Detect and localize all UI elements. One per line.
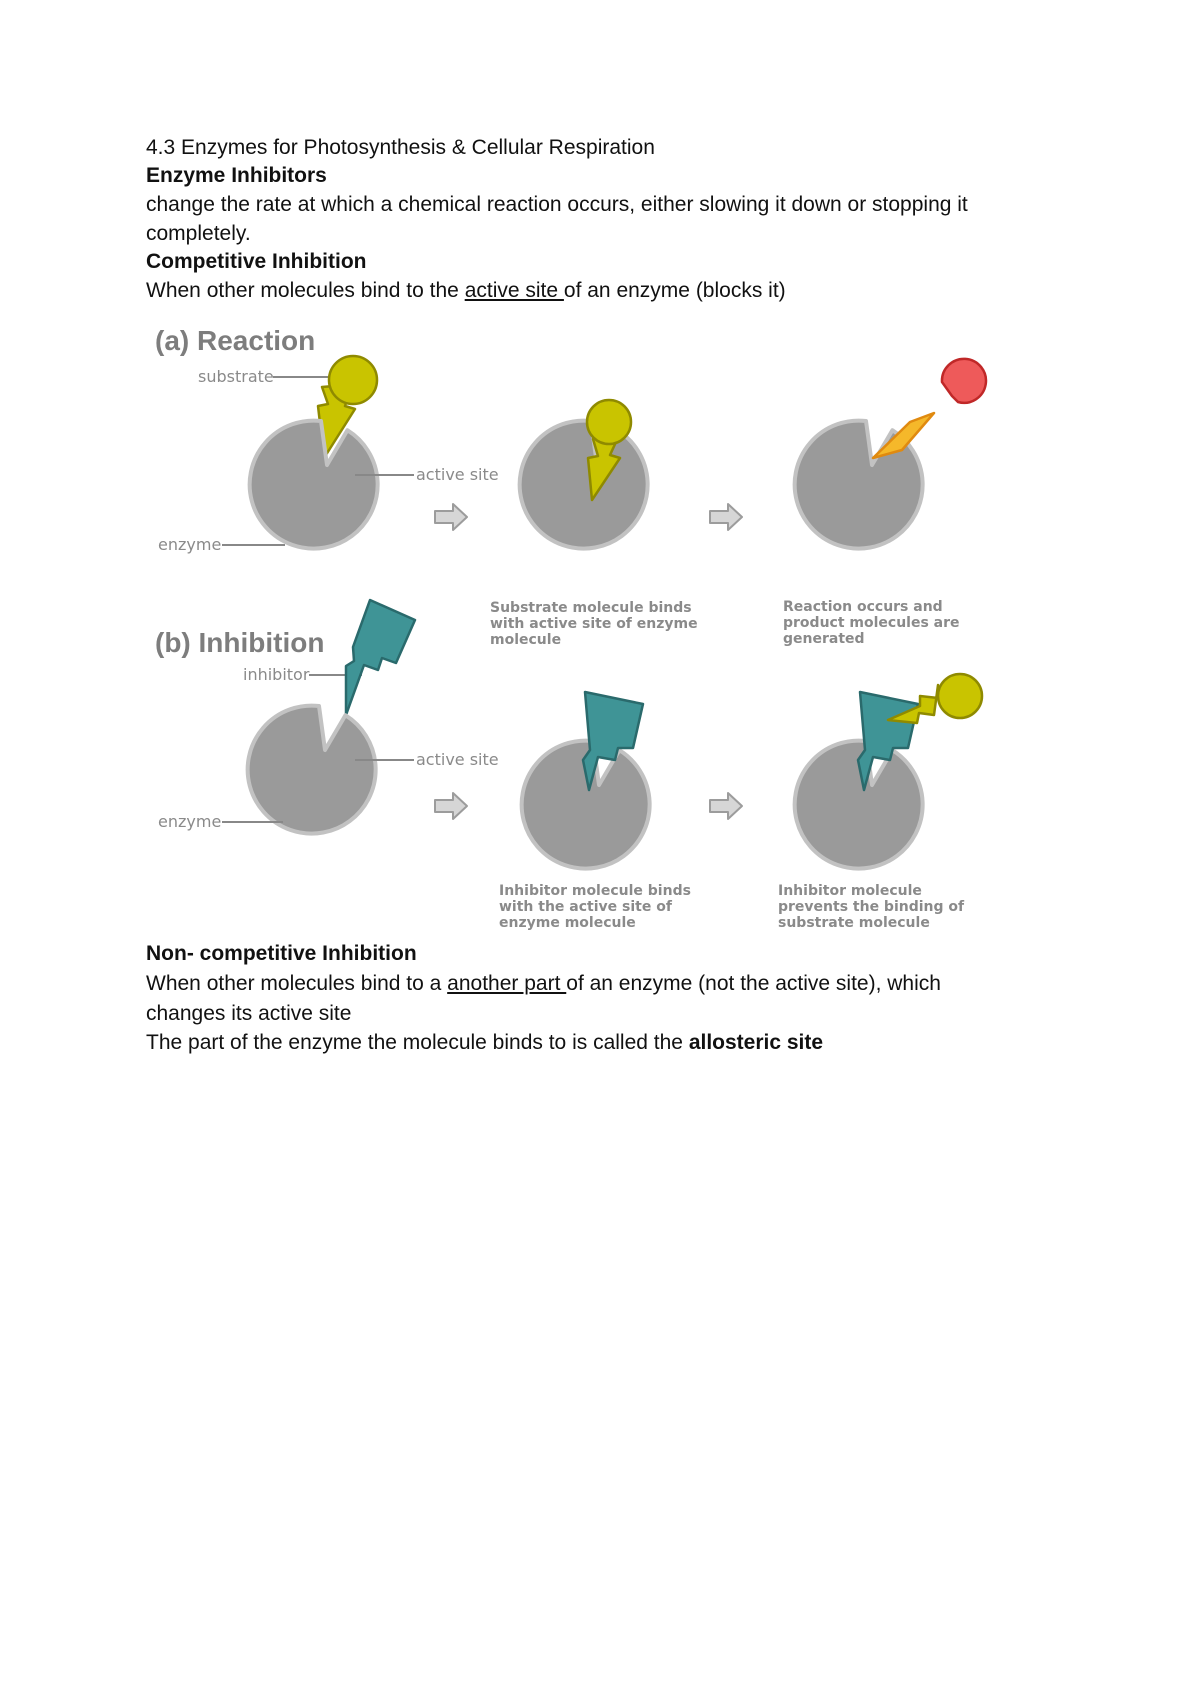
noncomp-text-pre: When other molecules bind to a [146, 972, 448, 995]
substrate-label: substrate [198, 367, 274, 386]
caption-inhibitor-prevents: Inhibitor molecule prevents the binding of substrate molecule [778, 883, 965, 931]
noncomp-text-post: of an enzyme (not the active site), which [566, 972, 941, 995]
reaction-title: (a) Reaction [155, 325, 316, 356]
document-heading: 4.3 Enzymes for Photosynthesis & Cellular Respiration [146, 136, 655, 159]
arrow-1 [435, 504, 467, 530]
product-molecule-red [942, 359, 986, 403]
inhibition-title: (b) Inhibition [155, 627, 325, 658]
inhibitors-definition-line-2: completely. [146, 222, 251, 245]
another-part-term: another part [447, 972, 567, 995]
enzyme-2 [520, 421, 648, 549]
inhibition-diagram [140, 320, 1040, 940]
inhibitors-definition-line-1: change the rate at which a chemical reaction occurs, either slowing it down or stopping it [146, 193, 968, 216]
enzyme-label-2: enzyme [158, 812, 222, 831]
arrow-2 [710, 504, 742, 530]
active-site-term: active site [464, 279, 564, 302]
enzyme-4 [248, 706, 376, 834]
caption-substrate-binds: Substrate molecule binds with active site of enzyme molecule [490, 600, 698, 648]
arrow-4 [710, 793, 742, 819]
noncompetitive-inhibition-title: Non- competitive Inhibition [146, 942, 417, 965]
active-site-label-2: active site [416, 750, 499, 769]
enzyme-label-1: enzyme [158, 535, 222, 554]
active-site-label-1: active site [416, 465, 499, 484]
noncompetitive-text-line-1 [146, 970, 941, 998]
caption-inhibitor-binds: Inhibitor molecule binds with the active site of enzyme molecule [499, 883, 691, 931]
competitive-text-pre: When other molecules bind to the [146, 279, 465, 302]
allosteric-site-term: allosteric site [688, 1031, 824, 1054]
arrow-3 [435, 793, 467, 819]
caption-reaction-occurs: Reaction occurs and product molecules are generated [783, 599, 960, 647]
enzyme-inhibitors-title: Enzyme Inhibitors [146, 164, 327, 187]
blocked-substrate [888, 674, 982, 723]
competitive-inhibition-text [146, 277, 786, 305]
allosteric-text-pre: The part of the enzyme the molecule binds to is called the [146, 1031, 689, 1054]
inhibitor-molecule [346, 600, 415, 715]
competitive-inhibition-title: Competitive Inhibition [146, 250, 367, 273]
inhibitor-label: inhibitor [243, 665, 310, 684]
noncompetitive-text-line-2: changes its active site [146, 1002, 352, 1025]
allosteric-site-text [146, 1029, 823, 1057]
enzyme-1 [250, 421, 378, 549]
competitive-text-post: of an enzyme (blocks it) [563, 279, 786, 302]
